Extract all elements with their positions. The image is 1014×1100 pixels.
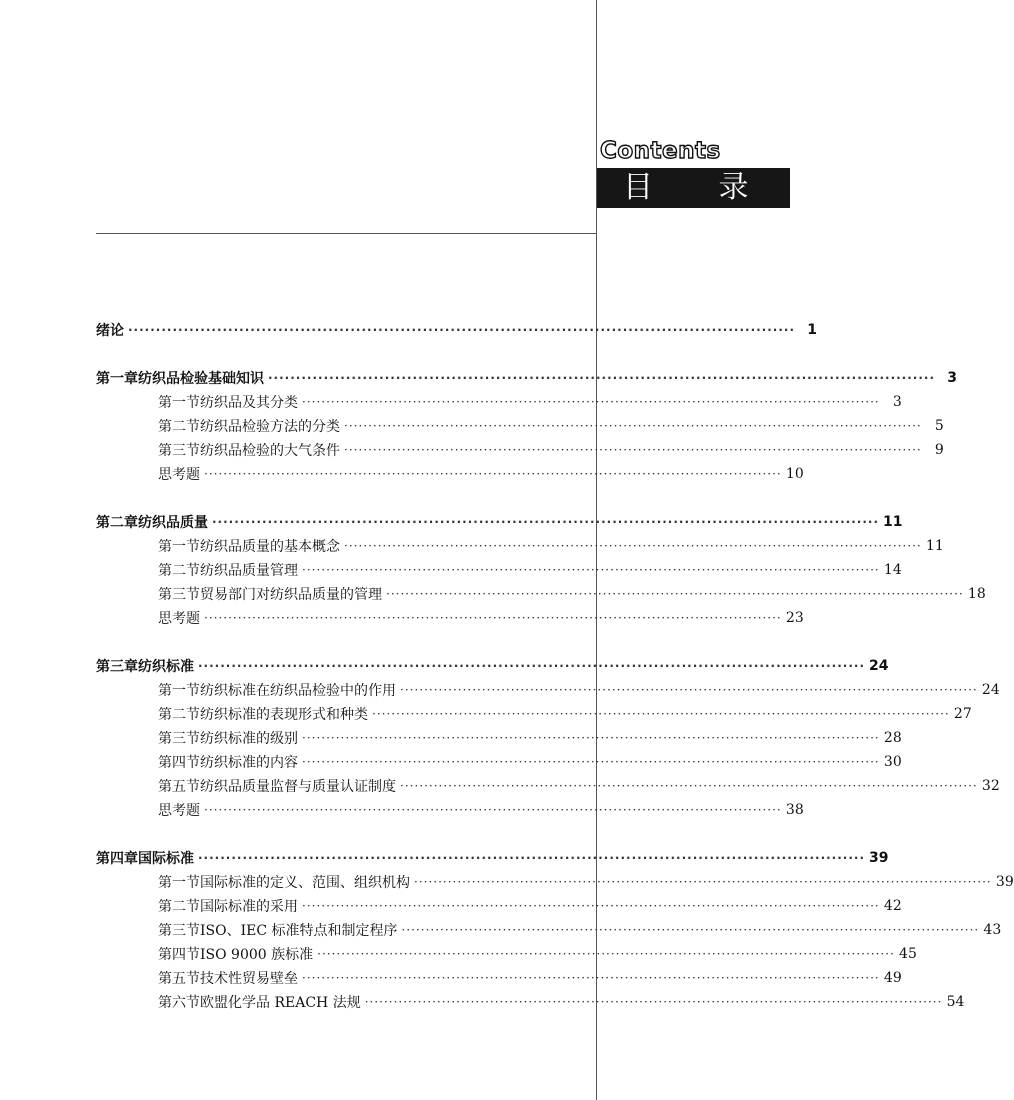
dot-leader: ························································································································ [204,803,782,817]
dot-leader: ························································································································ [414,875,992,889]
section-title: 技术性贸易壁垒 [200,971,298,987]
toc-section-entry[interactable] [96,438,944,462]
toc-questions-entry[interactable] [96,798,804,822]
chapter-number: 第一章 [96,371,138,387]
toc-chapter-entry[interactable] [96,846,889,870]
section-page: 54 [946,994,965,1010]
section-number: 第五节 [158,779,200,795]
dot-leader: ························································································································ [344,419,922,433]
section-title: 纺织标准的内容 [200,755,298,771]
toc-section-entry[interactable] [96,990,965,1014]
section-title: 纺织品及其分类 [200,395,298,411]
dot-leader: ························································································································ [198,851,866,865]
chapter-page: 39 [869,850,889,866]
section-number: 第三节 [158,443,200,459]
section-number: 第三节 [158,923,200,939]
dot-leader: ························································································································ [364,995,943,1009]
section-title: ISO、IEC 标准特点和制定程序 [200,923,398,939]
chapter-title: 纺织标准 [138,659,194,675]
dot-leader: ························································································································ [302,899,880,913]
chapter-title: 纺织品检验基础知识 [138,371,264,387]
section-number: 第二节 [158,563,200,579]
dot-leader: ························································································································ [401,923,980,937]
section-page: 43 [983,922,1002,938]
section-title: 纺织标准的级别 [200,731,298,747]
dot-leader: ························································································································ [386,587,964,601]
toc-section-entry[interactable] [96,870,1014,894]
section-title: 贸易部门对纺织品质量的管理 [200,587,382,603]
section-title: 国际标准的采用 [200,899,298,915]
chapter-page: 24 [869,658,889,674]
chapter-page: 3 [947,370,958,386]
section-page: 49 [883,970,902,986]
horizontal-rule [96,233,596,234]
section-number: 第二节 [158,419,200,435]
toc-questions-entry[interactable] [96,462,804,486]
dot-leader: ························································································································ [400,683,978,697]
chapter-number: 第二章 [96,515,138,531]
section-number: 第四节 [158,755,200,771]
dot-leader: ························································································································ [302,563,880,577]
section-page: 28 [883,730,902,746]
dot-leader: ························································································································ [212,515,880,529]
toc-chapter-entry[interactable] [96,366,958,390]
toc-intro-entry[interactable] [96,318,818,342]
section-page: 42 [883,898,902,914]
section-page: 45 [899,946,917,962]
toc-section-entry[interactable] [96,558,902,582]
chapter-number: 第三章 [96,659,138,675]
dot-leader: ························································································································ [400,779,978,793]
dot-leader: ························································································································ [204,467,782,481]
section-title: 纺织品检验方法的分类 [200,419,340,435]
chapter-title: 纺织品质量 [138,515,208,531]
section-number: 第一节 [158,683,200,699]
spacer [96,486,580,510]
dot-leader: ························································································································ [302,395,880,409]
section-number: 第三节 [158,731,200,747]
toc-questions-entry[interactable] [96,606,804,630]
chapter-title: 国际标准 [138,851,194,867]
spacer [96,342,580,366]
section-page: 9 [934,442,944,458]
toc-intro-page: 1 [807,322,818,338]
section-number: 第三节 [158,587,200,603]
toc-section-entry[interactable] [96,774,1000,798]
section-title: 纺织品质量监督与质量认证制度 [200,779,396,795]
questions-page: 23 [785,610,804,626]
section-number: 第一节 [158,395,200,411]
questions-page: 10 [785,466,804,482]
section-number: 第一节 [158,875,200,891]
section-number: 第一节 [158,539,200,555]
section-number: 第二节 [158,707,200,723]
dot-leader: ························································································································ [317,947,895,961]
section-number: 第六节 [158,995,200,1011]
dot-leader: ························································································································ [302,755,880,769]
questions-page: 38 [785,802,804,818]
toc-section-entry[interactable] [96,966,902,990]
section-page: 30 [883,754,902,770]
table-of-contents [96,318,1014,1014]
section-title: 纺织品检验的大气条件 [200,443,340,459]
dot-leader: ························································································································ [372,707,950,721]
questions-label: 思考题 [158,467,200,483]
chinese-title-bar: 目 录 [597,168,790,208]
section-number: 第五节 [158,971,200,987]
section-title: 纺织品质量管理 [200,563,298,579]
section-page: 27 [953,706,972,722]
toc-section-entry[interactable] [96,702,972,726]
toc-intro-label: 绪论 [96,323,124,339]
section-number: 第四节 [158,947,200,963]
section-page: 39 [995,874,1014,890]
toc-section-entry[interactable] [96,726,902,750]
toc-section-entry[interactable] [96,918,1002,942]
toc-chapter-entry[interactable] [96,510,903,534]
toc-section-entry[interactable] [96,414,944,438]
section-page: 11 [925,538,944,554]
spacer [96,630,580,654]
dot-leader: ························································································································ [204,611,782,625]
questions-label: 思考题 [158,611,200,627]
toc-section-entry[interactable] [96,582,986,606]
dot-leader: ························································································································ [302,971,880,985]
dot-leader: ························································································································ [302,731,880,745]
section-page: 32 [981,778,1000,794]
toc-section-entry[interactable] [96,942,917,966]
section-title: ISO 9000 族标准 [200,947,314,963]
toc-section-entry[interactable] [96,894,902,918]
section-page: 5 [934,418,944,434]
toc-chapter-entry[interactable] [96,654,889,678]
toc-section-entry[interactable] [96,390,902,414]
chapter-number: 第四章 [96,851,138,867]
section-page: 14 [883,562,902,578]
dot-leader: ························································································································ [268,371,936,385]
dot-leader: ························································································································ [198,659,866,673]
section-page: 3 [892,394,902,410]
section-title: 纺织品质量的基本概念 [200,539,340,555]
section-title: 欧盟化学品 REACH 法规 [200,995,361,1011]
dot-leader: ························································································································ [344,539,922,553]
section-number: 第二节 [158,899,200,915]
spacer [96,822,580,846]
section-page: 24 [981,682,1000,698]
section-title: 纺织标准在纺织品检验中的作用 [200,683,396,699]
toc-section-entry[interactable] [96,678,1000,702]
section-title: 国际标准的定义、范围、组织机构 [200,875,410,891]
toc-section-entry[interactable] [96,534,944,558]
questions-label: 思考题 [158,803,200,819]
chapter-page: 11 [883,514,903,530]
section-title: 纺织标准的表现形式和种类 [200,707,368,723]
dot-leader: ························································································································ [344,443,922,457]
section-page: 18 [967,586,986,602]
english-title: Contents [600,138,721,164]
dot-leader: ························································································································ [128,323,796,337]
toc-section-entry[interactable] [96,750,902,774]
